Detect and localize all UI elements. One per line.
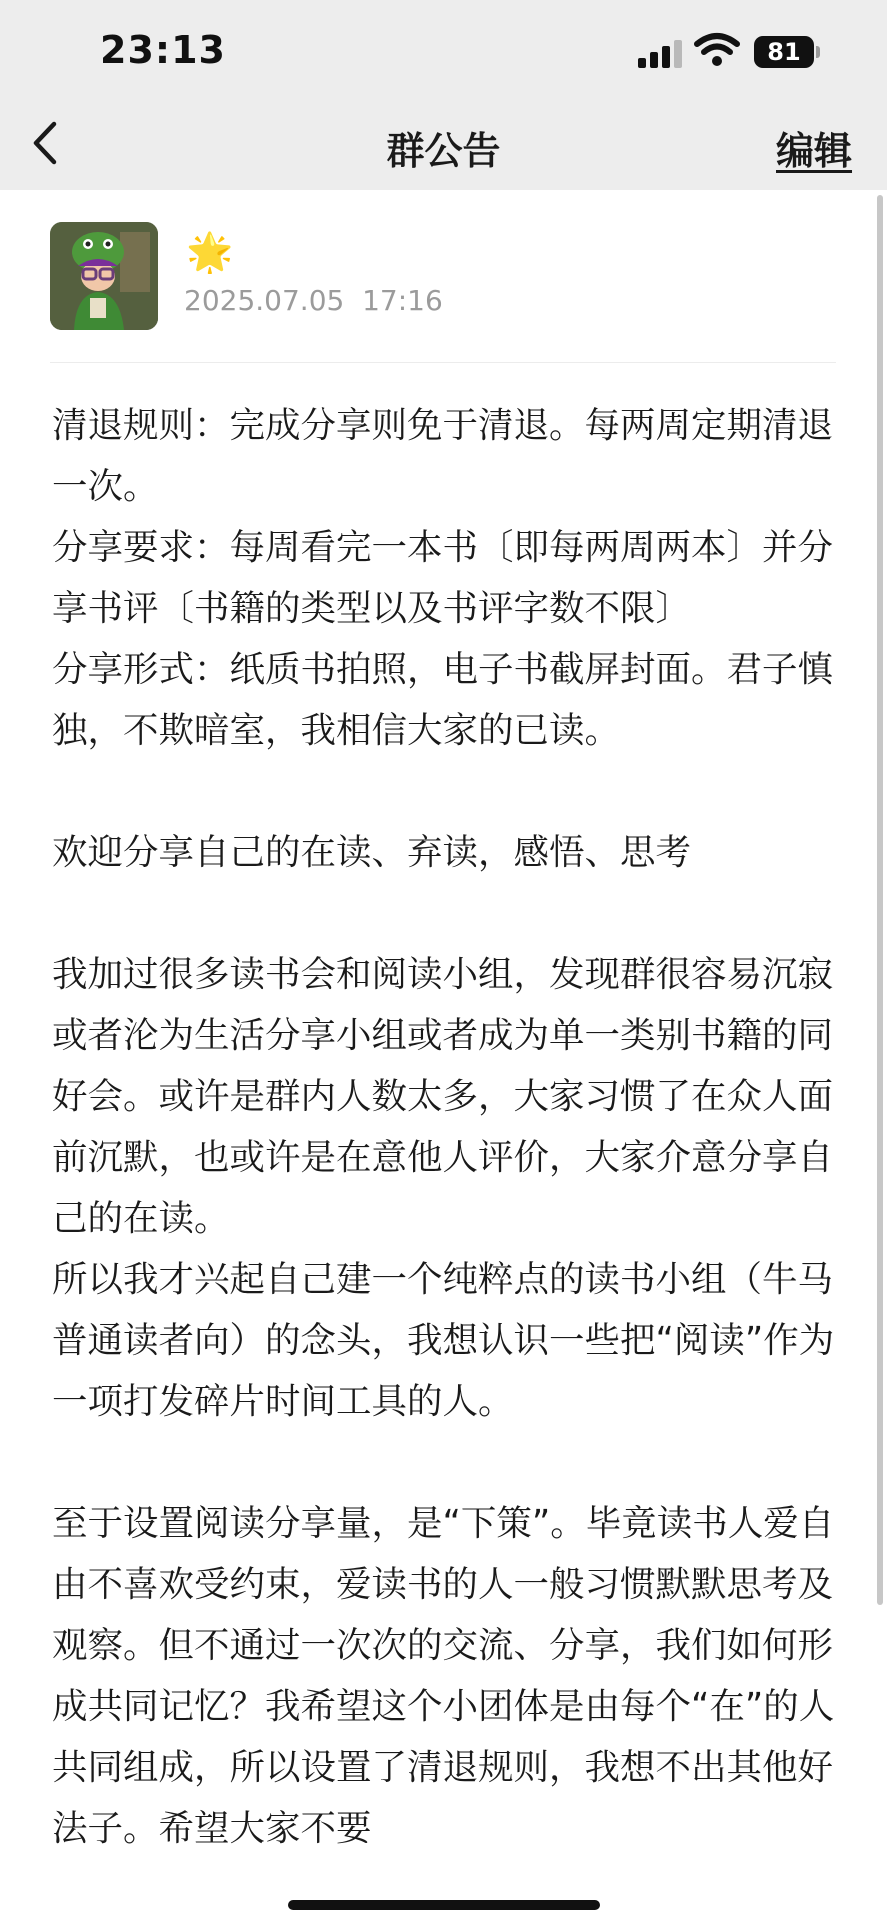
page-title: 群公告 [386, 129, 501, 173]
paragraph: 我加过很多读书会和阅读小组，发现群很容易沉寂或者沦为生活分享小组或者成为单一类别书籍的同好会。或许是群内人数太多，大家习惯了在众人面前沉默，也或许是在意他人评价，大家介意分享自己的在读。 [52, 954, 834, 1239]
back-button[interactable] [26, 118, 66, 168]
announcement-content[interactable] [0, 190, 887, 1920]
paragraph: 分享要求：每周看完一本书〔即每两周两本〕并分享书评〔书籍的类型以及书评字数不限〕 [52, 527, 834, 629]
author-emoji: 🌟 [186, 230, 234, 274]
wifi-icon [694, 32, 740, 68]
status-bar [0, 0, 887, 105]
cellular-signal-icon [638, 38, 684, 68]
edit-button[interactable]: 编辑 [776, 129, 853, 173]
paragraph: 分享形式：纸质书拍照，电子书截屏封面。君子慎独，不欺暗室，我相信大家的已读。 [52, 649, 834, 751]
post-timestamp: 2025.07.05 17:16 [184, 284, 443, 317]
avatar[interactable] [50, 222, 158, 330]
paragraph [52, 883, 842, 944]
announcement-body [52, 395, 842, 1859]
divider [50, 362, 836, 363]
paragraph: 至于设置阅读分享量，是“下策”。毕竟读书人爱自由不喜欢受约束，爱读书的人一般习惯默默思考及观察。但不通过一次次的交流、分享，我们如何形成共同记忆？我希望这个小团体是由每个“在”的人共同组成，所以设置了清退规则，我想不出其他好法子。希望大家不要 [52, 1503, 835, 1849]
header [0, 0, 887, 190]
paragraph [52, 1432, 842, 1493]
paragraph: 清退规则：完成分享则免于清退。每两周定期清退一次。 [52, 405, 834, 507]
battery-tip [816, 46, 820, 58]
paragraph: 所以我才兴起自己建一个纯粹点的读书小组（牛马普通读者向）的念头，我想认识一些把“阅读”作为一项打发碎片时间工具的人。 [52, 1259, 835, 1422]
status-time: 23:13 [100, 28, 226, 72]
paragraph [52, 761, 842, 822]
home-indicator[interactable] [288, 1900, 600, 1910]
avatar-image [50, 222, 158, 330]
paragraph: 欢迎分享自己的在读、弃读，感悟、思考 [52, 832, 692, 873]
battery-icon: 81 [754, 36, 814, 68]
scrollbar[interactable] [877, 195, 883, 1605]
